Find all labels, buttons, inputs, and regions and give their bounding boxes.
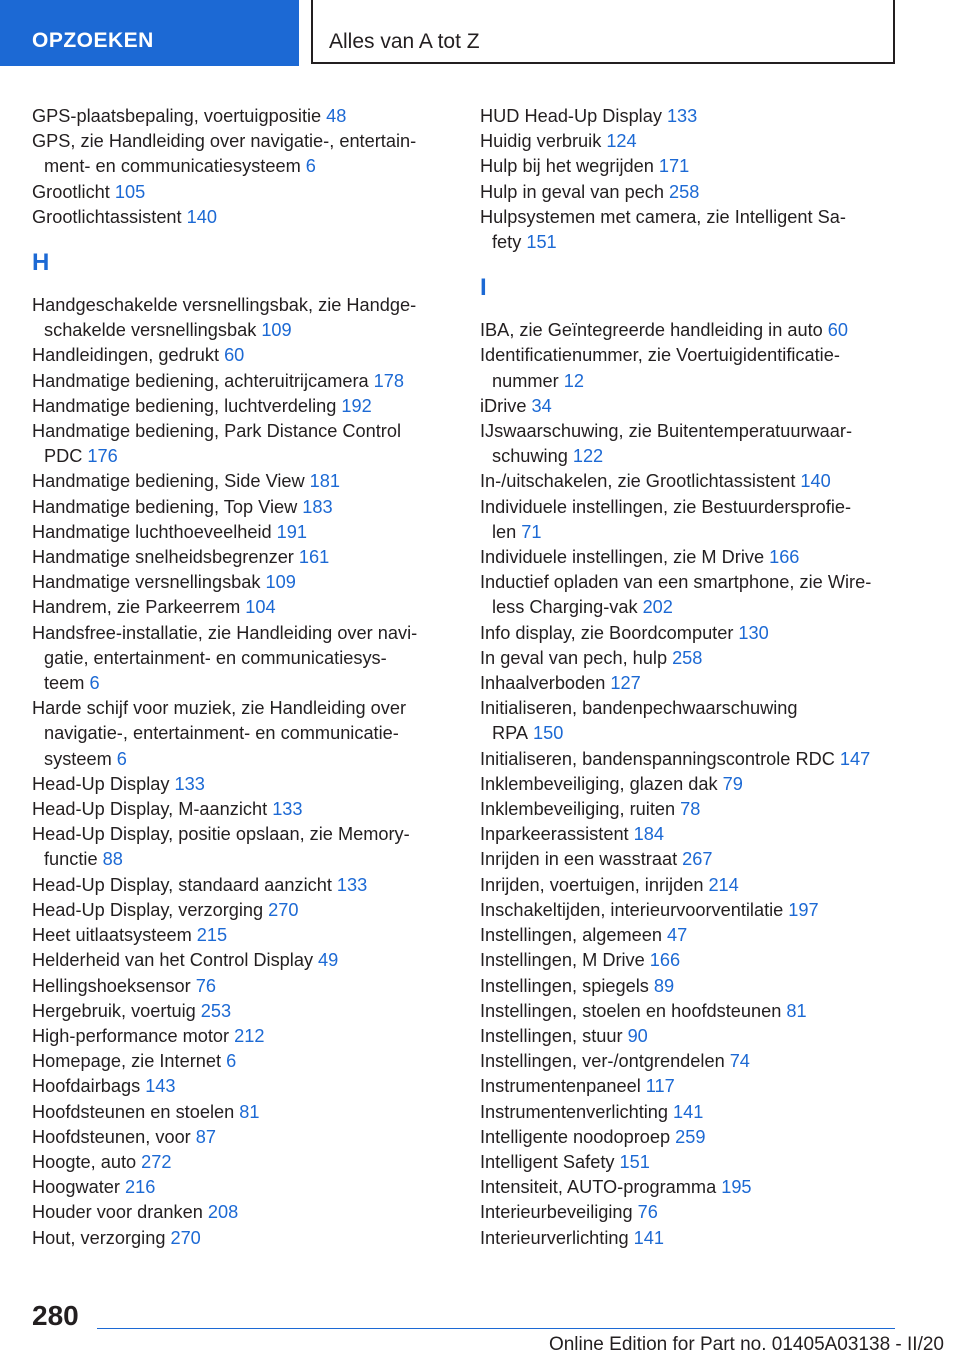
page-reference-link[interactable]: 143: [145, 1076, 176, 1097]
page-reference-link[interactable]: 104: [245, 597, 276, 618]
page-reference-link[interactable]: 216: [124, 1177, 156, 1198]
index-entry-text: Inschakeltijden, interieurvoorventilatie: [480, 899, 784, 920]
index-entry[interactable]: [480, 621, 900, 646]
index-entry-text: Head-Up Display, M-aanzicht: [32, 799, 268, 820]
page-reference-link[interactable]: 166: [769, 547, 800, 568]
page-reference-link[interactable]: 81: [239, 1101, 260, 1122]
index-letter-heading: H: [32, 249, 50, 277]
index-entry[interactable]: [480, 797, 900, 822]
index-entry-text: Handmatige snelheidsbegrenzer: [32, 547, 294, 568]
index-entry-text: nummer: [492, 370, 559, 391]
index-entry-text: Instellingen, stuur: [480, 1025, 623, 1046]
index-entry[interactable]: [480, 671, 900, 696]
index-entry[interactable]: [480, 1226, 900, 1251]
index-entry-text: RPA: [492, 723, 529, 744]
page-reference-link[interactable]: 109: [265, 572, 296, 593]
page-reference-link[interactable]: 151: [526, 232, 557, 253]
page-reference-link[interactable]: 208: [207, 1202, 239, 1223]
index-entry[interactable]: [32, 772, 452, 797]
page-number: 280: [32, 1300, 79, 1331]
index-entry-text: Individuele instellingen, zie Bestuurdersprofie-: [480, 496, 852, 517]
index-entry[interactable]: [480, 1074, 900, 1099]
index-entry[interactable]: [480, 180, 900, 205]
index-entry-text: less Charging-vak: [492, 597, 638, 618]
page-reference-link[interactable]: 171: [658, 156, 690, 177]
index-entry[interactable]: [32, 469, 452, 494]
index-entry-text: Helderheid van het Control Display: [32, 950, 314, 971]
index-entry-text: Harde schijf voor muziek, zie Handleiding over: [32, 698, 407, 719]
index-entry[interactable]: [480, 419, 900, 469]
index-entry[interactable]: [480, 847, 900, 872]
index-entry-text: Hoogwater: [32, 1177, 120, 1198]
page-reference-link[interactable]: 76: [637, 1202, 658, 1223]
index-entry-text: Head-Up Display, standaard aanzicht: [32, 874, 332, 895]
index-entry[interactable]: [480, 469, 900, 494]
page-reference-link[interactable]: 88: [102, 849, 123, 870]
index-entry-text: Handmatige bediening, Top View: [32, 496, 298, 517]
index-entry-text: Instellingen, M Drive: [480, 950, 645, 971]
index-entry-text: Inrijden, voertuigen, inrijden: [480, 874, 704, 895]
index-entry-text: Handrem, zie Parkeerrem: [32, 597, 241, 618]
index-entry-text: Info display, zie Boordcomputer: [480, 622, 734, 643]
index-entry-text: Hoofdsteunen, voor: [32, 1126, 191, 1147]
index-entry-text: Instellingen, spiegels: [480, 975, 649, 996]
index-entry[interactable]: [32, 621, 452, 697]
index-entry[interactable]: [480, 1024, 900, 1049]
page-reference-link[interactable]: 74: [729, 1051, 750, 1072]
index-entry-text: fety: [492, 232, 522, 253]
index-entry-text: Hergebruik, voertuig: [32, 1000, 196, 1021]
index-entry[interactable]: [32, 595, 452, 620]
index-entry-text: Handleidingen, gedrukt: [32, 345, 220, 366]
index-entry-text: Head-Up Display: [32, 773, 170, 794]
index-entry-text: Hoogte, auto: [32, 1151, 137, 1172]
index-entry-text: Intelligente noodoproep: [480, 1126, 671, 1147]
index-entry[interactable]: [480, 873, 900, 898]
index-entry[interactable]: [32, 1200, 452, 1225]
index-entry-text: Houder voor dranken: [32, 1202, 203, 1223]
index-entry[interactable]: [480, 923, 900, 948]
page-reference-link[interactable]: 147: [839, 748, 871, 769]
index-entry-text: IBA, zie Geïntegreerde handleiding in auto: [480, 320, 823, 341]
index-column-right: [480, 104, 900, 1251]
index-entry-text: Handmatige versnellingsbak: [32, 572, 261, 593]
index-entry-text: PDC: [44, 446, 83, 467]
index-entry-text: len: [492, 521, 517, 542]
index-column-left: [32, 104, 452, 1251]
page-reference-link[interactable]: 47: [667, 925, 688, 946]
index-entry[interactable]: [32, 948, 452, 973]
page-reference-link[interactable]: 176: [87, 446, 118, 467]
index-entry[interactable]: [32, 205, 452, 230]
page-reference-link[interactable]: 140: [186, 206, 217, 227]
page-reference-link[interactable]: 253: [200, 1000, 232, 1021]
index-entry[interactable]: [480, 318, 900, 343]
page-reference-link[interactable]: 130: [738, 622, 769, 643]
page-reference-link[interactable]: 6: [226, 1051, 237, 1072]
page-reference-link[interactable]: 191: [276, 521, 307, 542]
index-entry-text: Hellingshoeksensor: [32, 975, 191, 996]
index-entry[interactable]: [32, 570, 452, 595]
page-reference-link[interactable]: 195: [721, 1177, 752, 1198]
index-entry-text: Inklembeveiliging, glazen dak: [480, 773, 718, 794]
index-entry-text: In geval van pech, hulp: [480, 647, 668, 668]
index-entry-text: Hulp bij het wegrijden: [480, 156, 654, 177]
index-entry-text: Identificatienummer, zie Voertuigidentificatie-: [480, 345, 840, 366]
section-title: Alles van A tot Z: [311, 0, 895, 64]
index-entry-text: schakelde versnellingsbak: [44, 320, 257, 341]
page-reference-link[interactable]: 133: [272, 799, 303, 820]
index-entry-text: In-/uitschakelen, zie Grootlichtassistent: [480, 471, 796, 492]
index-entry-text: iDrive: [480, 395, 527, 416]
page-reference-link[interactable]: 270: [268, 899, 299, 920]
index-entry-text: Instellingen, ver-/ontgrendelen: [480, 1051, 725, 1072]
index-entry[interactable]: [480, 772, 900, 797]
index-entry-text: Handmatige bediening, Park Distance Control: [32, 421, 402, 442]
index-entry[interactable]: [32, 419, 452, 469]
index-entry-text: navigatie-, entertainment- en communicatie-: [44, 723, 399, 744]
index-entry[interactable]: [32, 797, 452, 822]
index-entry-text: Hoofdsteunen en stoelen: [32, 1101, 235, 1122]
index-entry[interactable]: [480, 646, 900, 671]
index-entry-text: Intensiteit, AUTO-programma: [480, 1177, 717, 1198]
page-reference-link[interactable]: 259: [675, 1126, 706, 1147]
index-entry-text: High-performance motor: [32, 1025, 230, 1046]
index-entry[interactable]: [32, 1100, 452, 1125]
index-entry[interactable]: [480, 394, 900, 419]
page-reference-link[interactable]: 78: [680, 799, 701, 820]
page-reference-link[interactable]: 60: [224, 345, 245, 366]
index-entry-text: systeem: [44, 748, 112, 769]
index-entry[interactable]: [480, 495, 900, 545]
index-entry-text: Interieurbeveiliging: [480, 1202, 633, 1223]
index-entry-text: Head-Up Display, verzorging: [32, 899, 264, 920]
index-entry-text: Instellingen, stoelen en hoofdsteunen: [480, 1000, 782, 1021]
index-entry[interactable]: [32, 369, 452, 394]
page-reference-link[interactable]: 6: [89, 673, 100, 694]
index-entry-text: Handmatige bediening, luchtverdeling: [32, 395, 337, 416]
index-entry-text: gatie, entertainment- en communicatiesys-: [44, 647, 387, 668]
index-entry[interactable]: [32, 343, 452, 368]
page-reference-link[interactable]: 122: [572, 446, 604, 467]
index-entry[interactable]: [32, 1226, 452, 1251]
page-reference-link[interactable]: 212: [234, 1025, 265, 1046]
page-reference-link[interactable]: 117: [645, 1076, 675, 1097]
index-entry[interactable]: [480, 1049, 900, 1074]
index-entry-text: Head-Up Display, positie opslaan, zie Memory-: [32, 824, 410, 845]
page-reference-link[interactable]: 6: [116, 748, 127, 769]
page-reference-link[interactable]: 272: [141, 1151, 172, 1172]
index-entry[interactable]: [480, 898, 900, 923]
index-entry[interactable]: [480, 1175, 900, 1200]
index-letter-heading: I: [480, 274, 487, 302]
index-entry-text: Handmatige luchthoeveelheid: [32, 521, 272, 542]
index-entry[interactable]: [480, 154, 900, 179]
page-reference-link[interactable]: 161: [298, 547, 330, 568]
index-entry[interactable]: [32, 873, 452, 898]
page-reference-link[interactable]: 214: [708, 874, 739, 895]
index-entry-text: functie: [44, 849, 98, 870]
page-reference-link[interactable]: 141: [673, 1101, 704, 1122]
index-entry-text: HUD Head-Up Display: [480, 106, 662, 126]
index-entry[interactable]: [32, 129, 452, 179]
index-entry[interactable]: [32, 495, 452, 520]
index-entry[interactable]: [480, 1150, 900, 1175]
index-entry[interactable]: [480, 974, 900, 999]
index-entry[interactable]: [480, 545, 900, 570]
index-entry-text: Handmatige bediening, achteruitrijcamera: [32, 370, 369, 391]
index-entry-text: schuwing: [492, 446, 568, 467]
index-entry[interactable]: [480, 205, 900, 255]
index-entry[interactable]: [32, 898, 452, 923]
index-entry[interactable]: [480, 1200, 900, 1225]
page-reference-link[interactable]: 105: [114, 181, 146, 202]
index-entry-text: Hulpsystemen met camera, zie Intelligent Sa-: [480, 206, 846, 227]
index-entry[interactable]: [32, 822, 452, 872]
section-tab-opzoeken[interactable]: OPZOEKEN: [0, 0, 299, 66]
page-reference-link[interactable]: 81: [786, 1000, 807, 1021]
index-entry[interactable]: [32, 1074, 452, 1099]
index-entry-text: Handsfree-installatie, zie Handleiding over navi-: [32, 622, 418, 643]
index-entry[interactable]: [32, 923, 452, 948]
page-reference-link[interactable]: 124: [606, 131, 637, 152]
page-reference-link[interactable]: 258: [672, 647, 703, 668]
page-reference-link[interactable]: 133: [336, 874, 368, 895]
index-entry-text: Initialiseren, bandenpechwaarschuwing: [480, 698, 798, 719]
edition-text: Online Edition for Part no. 01405A03138 - II/20: [548, 1334, 944, 1355]
index-entry-text: Inhaalverboden: [480, 673, 606, 694]
index-entry[interactable]: [32, 1150, 452, 1175]
index-entry-text: Inparkeerassistent: [480, 824, 629, 845]
index-entry-text: Initialiseren, bandenspanningscontrole RDC: [480, 748, 835, 769]
index-entry-text: Huidig verbruik: [480, 131, 602, 152]
page-reference-link[interactable]: 12: [563, 370, 584, 391]
page-reference-link[interactable]: 151: [619, 1151, 650, 1172]
index-entry[interactable]: [480, 1125, 900, 1150]
page-reference-link[interactable]: 127: [610, 673, 641, 694]
page-reference-link[interactable]: 140: [800, 471, 831, 492]
index-entry-text: GPS, zie Handleiding over navigatie-, entertain-: [32, 131, 417, 152]
index-entry-text: Grootlichtassistent: [32, 206, 182, 227]
index-entry[interactable]: [32, 974, 452, 999]
page-reference-link[interactable]: 178: [373, 370, 405, 391]
page-reference-link[interactable]: 197: [788, 899, 819, 920]
page-reference-link[interactable]: 166: [649, 950, 681, 971]
index-entry[interactable]: [480, 104, 900, 129]
index-entry-text: Inklembeveiliging, ruiten: [480, 799, 676, 820]
index-entry[interactable]: [480, 343, 900, 393]
index-entry[interactable]: [480, 129, 900, 154]
index-entry-text: Inductief opladen van een smartphone, zie Wire-: [480, 572, 872, 593]
index-entry-text: Homepage, zie Internet: [32, 1051, 222, 1072]
page-reference-link[interactable]: 141: [633, 1227, 664, 1248]
index-entry-text: GPS-plaatsbepaling, voertuigpositie: [32, 106, 322, 126]
index-entry[interactable]: [32, 545, 452, 570]
index-entry[interactable]: [480, 1100, 900, 1125]
index-entry[interactable]: [32, 1049, 452, 1074]
page-reference-link[interactable]: 76: [195, 975, 216, 996]
index-entry[interactable]: [480, 999, 900, 1024]
index-entry-text: Interieurverlichting: [480, 1227, 629, 1248]
index-entry-text: Grootlicht: [32, 181, 110, 202]
page-reference-link[interactable]: 87: [195, 1126, 216, 1147]
index-entry-text: Handmatige bediening, Side View: [32, 471, 305, 492]
index-entry-text: Instellingen, algemeen: [480, 925, 662, 946]
index-entry[interactable]: [32, 696, 452, 772]
page-reference-link[interactable]: 181: [309, 471, 341, 492]
page-reference-link[interactable]: 49: [318, 950, 339, 971]
index-entry[interactable]: [480, 570, 900, 620]
page-reference-link[interactable]: 109: [261, 320, 292, 341]
index-entry-text: Intelligent Safety: [480, 1151, 615, 1172]
page-reference-link[interactable]: 71: [521, 521, 542, 542]
page-reference-link[interactable]: 133: [174, 773, 205, 794]
index-entry[interactable]: [32, 520, 452, 545]
page-reference-link[interactable]: 184: [633, 824, 664, 845]
index-entry[interactable]: [480, 948, 900, 973]
index-entry-text: Hout, verzorging: [32, 1227, 166, 1248]
index-entry[interactable]: [32, 1175, 452, 1200]
page-reference-link[interactable]: 6: [305, 156, 316, 177]
page-reference-link[interactable]: 202: [642, 597, 673, 618]
page-reference-link[interactable]: 79: [722, 773, 743, 794]
index-entry-text: Handgeschakelde versnellingsbak, zie Handge-: [32, 295, 417, 316]
page-reference-link[interactable]: 192: [341, 395, 372, 416]
index-entry[interactable]: [32, 1125, 452, 1150]
page-reference-link[interactable]: 150: [533, 723, 564, 744]
index-entry-text: Instrumentenverlichting: [480, 1101, 669, 1122]
index-entry-text: teem: [44, 673, 85, 694]
index-entry[interactable]: [480, 747, 900, 772]
index-entry-text: ment- en communicatiesysteem: [44, 156, 301, 177]
index-entry[interactable]: [480, 696, 900, 746]
page-reference-link[interactable]: 90: [627, 1025, 648, 1046]
footer-divider: [97, 1328, 895, 1329]
page-reference-link[interactable]: 267: [682, 849, 713, 870]
page-reference-link[interactable]: 270: [170, 1227, 201, 1248]
index-entry[interactable]: [32, 180, 452, 205]
page-reference-link[interactable]: 183: [302, 496, 333, 517]
index-entry[interactable]: [32, 1024, 452, 1049]
index-entry-text: Instrumentenpaneel: [480, 1076, 641, 1097]
index-entry-text: Individuele instellingen, zie M Drive: [480, 547, 765, 568]
index-entry-text: Hulp in geval van pech: [480, 181, 665, 202]
index-entry[interactable]: [480, 822, 900, 847]
page-reference-link[interactable]: 89: [653, 975, 675, 996]
page-reference-link[interactable]: 215: [196, 925, 228, 946]
index-entry[interactable]: [32, 999, 452, 1024]
index-entry-text: Heet uitlaatsysteem: [32, 925, 192, 946]
index-entry[interactable]: [32, 293, 452, 343]
index-entry[interactable]: [32, 104, 452, 129]
page-reference-link[interactable]: 258: [669, 181, 700, 202]
page-reference-link[interactable]: 48: [326, 106, 347, 126]
page-reference-link[interactable]: 60: [827, 320, 848, 341]
index-entry[interactable]: [32, 394, 452, 419]
index-entry-text: Hoofdairbags: [32, 1076, 141, 1097]
page-reference-link[interactable]: 34: [531, 395, 552, 416]
index-entry-text: IJswaarschuwing, zie Buitentemperatuurwaar-: [480, 421, 853, 442]
page-reference-link[interactable]: 133: [666, 106, 698, 126]
index-entry-text: Inrijden in een wasstraat: [480, 849, 678, 870]
